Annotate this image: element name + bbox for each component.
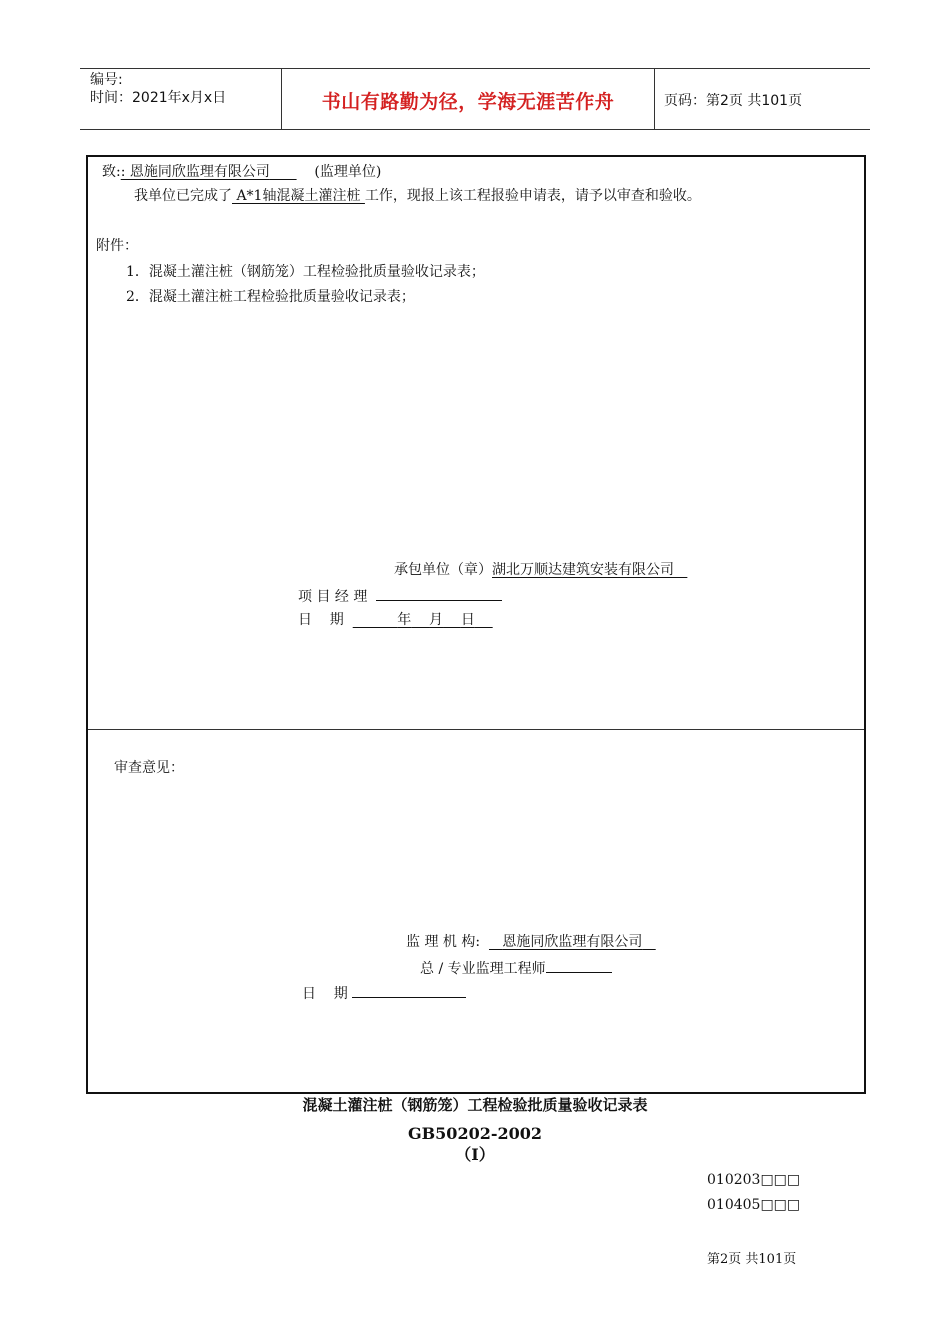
engineer-signature-field[interactable]	[546, 958, 612, 973]
time-label: 时间：2021年x月x日	[90, 90, 227, 106]
header-divider	[654, 69, 655, 129]
manager-label: 项 目 经 理	[298, 589, 368, 605]
body-line	[134, 187, 701, 205]
record-table-title: 混凝土灌注桩（钢筋笼）工程检验批质量验收记录表	[302, 1096, 648, 1114]
contractor-label: 承包单位（章）	[394, 562, 492, 578]
engineer-label: 总 / 专业监理工程师	[420, 961, 546, 977]
roman-numeral: （Ⅰ）	[455, 1145, 495, 1164]
manager-signature-field[interactable]	[376, 586, 502, 601]
review-date-field[interactable]	[352, 983, 466, 998]
contractor-date-line	[298, 611, 493, 629]
supervisor-org-name: 恩施同欣监理有限公司	[502, 934, 643, 950]
inspection-request-form	[86, 155, 866, 1094]
review-label: 审查意见：	[114, 760, 184, 776]
section-divider	[88, 729, 864, 730]
review-date-line	[302, 983, 466, 1003]
to-prefix: 致:	[102, 164, 121, 180]
date-label: 日 期	[298, 612, 344, 628]
serial-label: 编号:	[90, 72, 123, 88]
header-motto: 书山有路勤为径，学海无涯苦作舟	[321, 91, 615, 113]
page-header	[80, 68, 870, 130]
to-company: : 恩施同欣监理有限公司	[120, 164, 270, 180]
to-suffix: (监理单位)	[314, 164, 382, 180]
supervisor-org-line	[406, 933, 656, 951]
page-number: 第2页 共101页	[707, 1252, 797, 1267]
body-prefix: 我单位已完成了	[134, 188, 232, 204]
contractor-date-field[interactable]: 年 月 日	[397, 612, 475, 628]
contractor-line	[394, 561, 687, 579]
engineer-line	[420, 958, 612, 978]
form-code: 010203□□□	[707, 1172, 801, 1188]
manager-line	[298, 586, 502, 606]
attachments-label: 附件：	[96, 238, 138, 254]
attachment-item: 1．混凝土灌注桩（钢筋笼）工程检验批质量验收记录表；	[126, 264, 485, 280]
review-date-label: 日 期	[302, 986, 348, 1002]
header-page-info: 页码：第2页 共101页	[664, 93, 803, 109]
form-code: 010405□□□	[707, 1197, 801, 1213]
addressee-line	[102, 163, 381, 181]
attachment-item: 2．混凝土灌注桩工程检验批质量验收记录表；	[126, 289, 415, 305]
header-left-info	[90, 71, 226, 131]
supervisor-org-label: 监 理 机 构:	[406, 934, 481, 950]
standard-code: GB50202-2002	[407, 1124, 543, 1143]
work-item: A*1轴混凝土灌注桩	[232, 188, 365, 204]
body-suffix: 工作，现报上该工程报验申请表，请予以审查和验收。	[364, 188, 701, 204]
contractor-name: 湖北万顺达建筑安装有限公司	[492, 562, 674, 578]
